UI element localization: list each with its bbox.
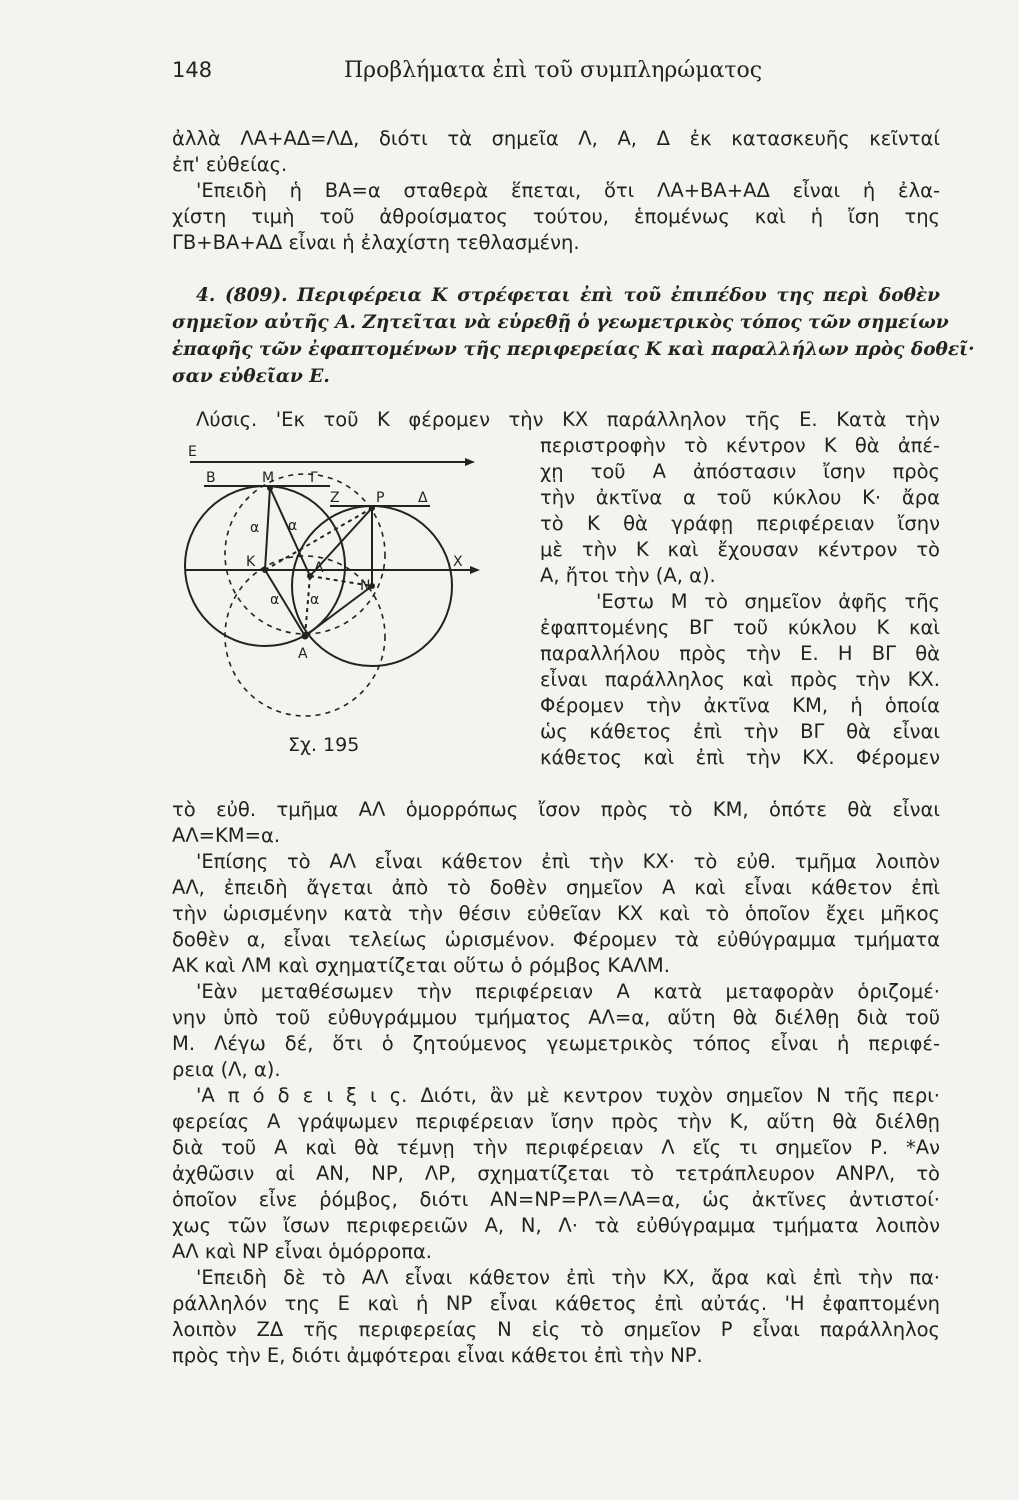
- text-line: ΓΒ+ΒΑ+ΑΔ εἶναι ἡ ἐλαχίστη τεθλασμένη.: [172, 231, 580, 254]
- text-line: περιστροφὴν τὸ κέντρον Κ θὰ ἀπέ-: [540, 434, 940, 457]
- text-line: 'Επίσης τὸ ΑΛ εἶναι κάθετον ἐπὶ τὴν ΚΧ· τὸ εὐθ. τμῆμα λοιπὸν: [196, 850, 940, 873]
- label-a: Α: [298, 646, 308, 662]
- text-line: εἶναι παράλληλος καὶ πρὸς τὴν ΚΧ.: [540, 668, 940, 691]
- text-line: ἐφαπτομένης ΒΓ τοῦ κύκλου Κ καὶ: [540, 616, 940, 639]
- point-p: [369, 505, 375, 511]
- text-line: ὡς κάθετος ἐπὶ τὴν ΒΓ θὰ εἶναι: [540, 720, 940, 743]
- text-line: ἐπ' εὐθείας.: [172, 153, 288, 176]
- text-line: λοιπὸν ΖΔ τῆς περιφερείας Ν εἰς τὸ σημεῖον Ρ εἶναι παράλληλος: [172, 1318, 940, 1341]
- point-l: [307, 573, 313, 579]
- point-a: [302, 633, 309, 640]
- text-line: τὸ εὐθ. τμῆμα ΑΛ ὁμορρόπως ἴσον πρὸς τὸ ΚΜ, ὁπότε θὰ εἶναι: [172, 798, 940, 821]
- text-line: ΑΛ=ΚΜ=α.: [172, 824, 281, 847]
- text-line: ὁποῖον εἶνε ῥόμβος, διότι ΑΝ=ΝΡ=ΡΛ=ΛΑ=α, ὡς ἀκτῖνες ἀντιστοί·: [172, 1188, 940, 1211]
- text-line: Μ. Λέγω δέ, ὅτι ὁ ζητούμενος γεωμετρικὸς τόπος εἶναι ἡ περιφέ-: [172, 1032, 940, 1055]
- text-line: ρεια (Λ, α).: [172, 1058, 281, 1081]
- text-line: 'Εὰν μεταθέσωμεν τὴν περιφέρειαν Α κατὰ μεταφορὰν ὁριζομέ·: [196, 980, 940, 1003]
- running-title: Προβλήματα ἐπὶ τοῦ συμπληρώματος: [344, 58, 763, 83]
- text-line: τὸ Κ θὰ γράφῃ περιφέρειαν ἴσην: [540, 512, 940, 535]
- text-line: 'Επειδὴ ἡ ΒΑ=α σταθερὰ ἕπεται, ὅτι ΛΑ+ΒΑ+ΑΔ εἶναι ἡ ἐλα-: [196, 179, 940, 202]
- body-text: [172, 797, 940, 1369]
- label-d: Δ: [418, 490, 428, 506]
- text-line: ΑΚ καὶ ΛΜ καὶ σχηματίζεται οὕτω ὁ ρόμβος ΚΑΛΜ.: [172, 954, 670, 977]
- figure-caption: Σχ. 195: [288, 734, 360, 756]
- text-line: δοθὲν α, εἶναι τελείως ὡρισμένον. Φέρομεν τὰ εὐθύγραμμα τμήματα: [172, 928, 940, 951]
- text-line: παραλλήλου πρὸς τὴν Ε. Η ΒΓ θὰ: [540, 642, 940, 665]
- label-b: Β: [206, 470, 216, 486]
- page-number: 148: [172, 58, 213, 82]
- text-line: Φέρομεν τὴν ἀκτῖνα ΚΜ, ἡ ὁποία: [540, 694, 940, 717]
- label-n: Ν: [360, 578, 371, 594]
- text-line: ἐπαφῆς τῶν ἐφαπτομένων τῆς περιφερείας Κ καὶ παραλλήλων πρὸς δοθεῖ·: [172, 339, 975, 360]
- geometry-figure: [180, 436, 490, 766]
- text-line: ράλληλόν της Ε καὶ ἡ ΝΡ εἶναι κάθετος ἐπὶ αὐτάς. 'Η ἐφαπτομένη: [172, 1292, 940, 1315]
- text-line: νην ὑπὸ τοῦ εὐθυγράμμου τμήματος ΑΛ=α, αὕτη θὰ διέλθῃ διὰ τοῦ: [172, 1006, 940, 1029]
- label-m: Μ: [262, 470, 275, 486]
- label-g: Γ: [310, 470, 318, 486]
- text-line: φερείας Α γράψωμεν περιφέρειαν ἴσην πρὸς τὴν Κ, αὕτη θὰ διέλθῃ: [172, 1110, 940, 1133]
- solution-side-column: [540, 433, 940, 771]
- text-line: χως τῶν ἴσων περιφερειῶν Α, Ν, Λ· τὰ εὐθύγραμμα τμήματα λοιπὸν: [172, 1214, 940, 1237]
- text-line: σαν εὐθεῖαν Ε.: [172, 366, 330, 387]
- text-line: ἀλλὰ ΛΑ+ΑΔ=ΛΔ, διότι τὰ σημεῖα Λ, Α, Δ ἐκ κατασκευῆς κεῖνταί: [172, 127, 940, 150]
- text-line: 'Εστω Μ τὸ σημεῖον ἀφῆς τῆς: [596, 590, 940, 613]
- label-p: Ρ: [376, 490, 385, 506]
- label-a1: α: [250, 520, 260, 536]
- text-line: πρὸς τὴν Ε, διότι ἀμφότεραι εἶναι κάθετοι ἐπὶ τὴν ΝΡ.: [172, 1344, 703, 1367]
- segment-km: [265, 488, 270, 570]
- label-a3: α: [270, 592, 280, 608]
- page-header: [172, 58, 952, 94]
- line-kx-arrowhead: [470, 566, 480, 574]
- label-z: Ζ: [330, 490, 340, 506]
- text-line: τὴν ἀκτῖνα α τοῦ κύκλου Κ· ἄρα: [540, 486, 940, 509]
- text-line: κάθετος καὶ ἐπὶ τὴν ΚΧ. Φέρομεν: [540, 746, 940, 769]
- text-line: 'Επειδὴ δὲ τὸ ΑΛ εἶναι κάθετον ἐπὶ τὴν ΚΧ, ἄρα καὶ ἐπὶ τὴν πα·: [196, 1266, 940, 1289]
- text-line: Λύσις. 'Εκ τοῦ Κ φέρομεν τὴν ΚΧ παράλληλον τῆς Ε. Κατὰ τὴν: [196, 408, 940, 431]
- text-line: τὴν ὡρισμένην κατὰ τὴν θέσιν εὐθεῖαν ΚΧ καὶ τὸ ὁποῖον ἔχει μῆκος: [172, 902, 940, 925]
- solution-first-line: [196, 407, 940, 433]
- label-a4: α: [310, 592, 320, 608]
- text-line: ΑΛ, ἐπειδὴ ἄγεται ἀπὸ τὸ δοθὲν σημεῖον Α καὶ εἶναι κάθετον ἐπὶ: [172, 876, 940, 899]
- text-line: ΑΛ καὶ ΝΡ εἶναι ὁμόρροπα.: [172, 1240, 432, 1263]
- text-line: σημεῖον αὐτῆς Α. Ζητεῖται νὰ εὑρεθῇ ὁ γεωμετρικὸς τόπος τῶν σημείων: [172, 312, 949, 333]
- intro-paragraph: [172, 126, 940, 256]
- line-e-arrowhead: [465, 458, 475, 466]
- text-line: μὲ τὴν Κ καὶ ἔχουσαν κέντρον τὸ: [540, 538, 940, 561]
- label-l: Λ: [314, 560, 324, 576]
- text-line: διὰ τοῦ Α καὶ θὰ τέμνῃ τὴν περιφέρειαν Λ εἴς τι σημεῖον Ρ. *Αν: [172, 1136, 940, 1159]
- text-line: Α, ἤτοι τὴν (Α, α).: [540, 564, 716, 587]
- text-line: 4. (809). Περιφέρεια Κ στρέφεται ἐπὶ τοῦ ἐπιπέδου της περὶ δοθὲν: [196, 285, 940, 306]
- label-x: Χ: [453, 554, 463, 570]
- text-line: ἀχθῶσιν αἱ ΑΝ, ΝΡ, ΛΡ, σχηματίζεται τὸ τετράπλευρον ΑΝΡΛ, τὸ: [172, 1162, 940, 1185]
- label-a2: α: [288, 518, 298, 534]
- text-line: χίστη τιμὴ τοῦ ἀθροίσματος τούτου, ἑπομένως καὶ ἡ ἴση της: [172, 205, 940, 228]
- label-k: Κ: [246, 554, 256, 570]
- problem-statement: [172, 282, 975, 390]
- point-k: [262, 567, 268, 573]
- text-line: 'Α π ό δ ε ι ξ ι ς. Διότι, ἂν μὲ κεντρον τυχὸν σημεῖον Ν τῆς περι·: [196, 1084, 940, 1107]
- text-line: χῃ τοῦ Α ἀπόστασιν ἴσην πρὸς: [540, 460, 940, 483]
- label-e: Ε: [188, 444, 197, 460]
